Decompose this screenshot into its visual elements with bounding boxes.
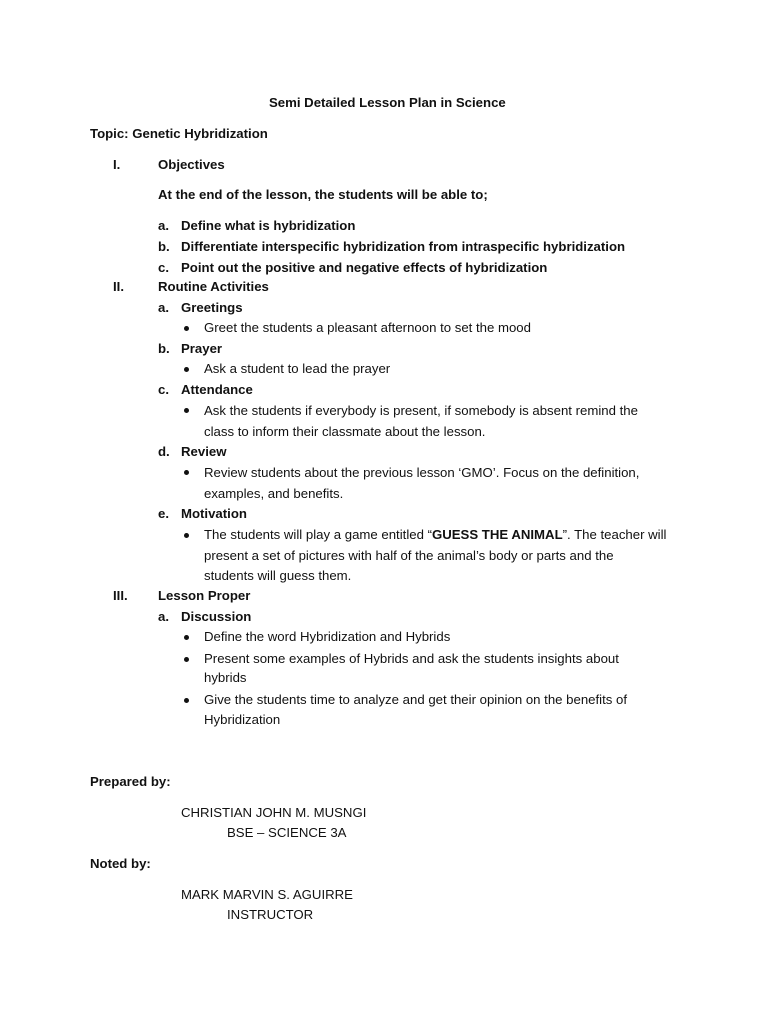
section-heading-routine: Routine Activities [158,279,269,294]
subitem-label-discussion: Discussion [181,609,252,624]
section-numeral-lesson: III. [113,588,128,603]
subitem-label-prayer: Prayer [181,341,223,356]
subitem-marker: a. [158,609,169,624]
bullet-icon [184,698,189,703]
section-numeral-routine: II. [113,279,124,294]
bullet-icon [184,635,189,640]
document-title: Semi Detailed Lesson Plan in Science [269,95,506,110]
objectives-intro: At the end of the lesson, the students will be able to; [158,187,488,202]
bullet-text: Ask a student to lead the prayer [204,361,391,376]
bullet-icon [184,367,189,372]
bullet-text: examples, and benefits. [204,486,344,501]
objective-item: Define what is hybridization [181,218,356,233]
subitem-marker: b. [158,341,170,356]
bullet-icon [184,657,189,662]
topic-line: Topic: Genetic Hybridization [90,126,268,141]
bullet-text: Review students about the previous lesson ‘GMO’. Focus on the definition, [204,465,640,480]
bullet-text: Give the students time to analyze and get their opinion on the benefits of [204,692,628,707]
bullet-text: Define the word Hybridization and Hybrids [204,629,451,644]
objective-item: Differentiate interspecific hybridization from intraspecific hybridization [181,239,626,254]
prepared-by-label: Prepared by: [90,774,171,789]
subitem-marker: e. [158,506,169,521]
game-title: GUESS THE ANIMAL [431,527,563,542]
objective-marker: c. [158,260,169,275]
bullet-text: hybrids [204,670,247,685]
preparer-role: BSE – SCIENCE 3A [227,825,347,840]
bullet-icon [184,470,189,475]
noted-by-label: Noted by: [90,856,151,871]
subitem-label-greetings: Greetings [181,300,243,315]
section-heading-lesson: Lesson Proper [158,588,251,603]
bullet-text: students will guess them. [204,568,352,583]
bullet-icon [184,533,189,538]
bullet-text: Hybridization [204,712,281,727]
section-heading-objectives: Objectives [158,157,225,172]
bullet-text: class to inform their classmate about the lesson. [204,424,486,439]
noter-name: MARK MARVIN S. AGUIRRE [181,887,353,902]
bullet-text: Greet the students a pleasant afternoon to set the mood [204,320,531,335]
motivation-text: The students will play a game entitled “GUESS THE ANIMAL”. The teacher will [204,527,667,542]
section-numeral-objectives: I. [113,157,121,172]
noter-role: INSTRUCTOR [227,907,314,922]
bullet-icon [184,408,189,413]
subitem-label-review: Review [181,444,227,459]
bullet-text: Present some examples of Hybrids and ask the students insights about [204,651,619,666]
subitem-marker: c. [158,382,169,397]
bullet-text: Ask the students if everybody is present, if somebody is absent remind the [204,403,638,418]
subitem-label-motivation: Motivation [181,506,247,521]
subitem-label-attendance: Attendance [181,382,253,397]
objective-item: Point out the positive and negative effects of hybridization [181,260,548,275]
bullet-icon [184,326,189,331]
preparer-name: CHRISTIAN JOHN M. MUSNGI [181,805,367,820]
objective-marker: b. [158,239,170,254]
bullet-text: present a set of pictures with half of the animal’s body or parts and the [204,548,614,563]
subitem-marker: a. [158,300,169,315]
subitem-marker: d. [158,444,170,459]
objective-marker: a. [158,218,169,233]
